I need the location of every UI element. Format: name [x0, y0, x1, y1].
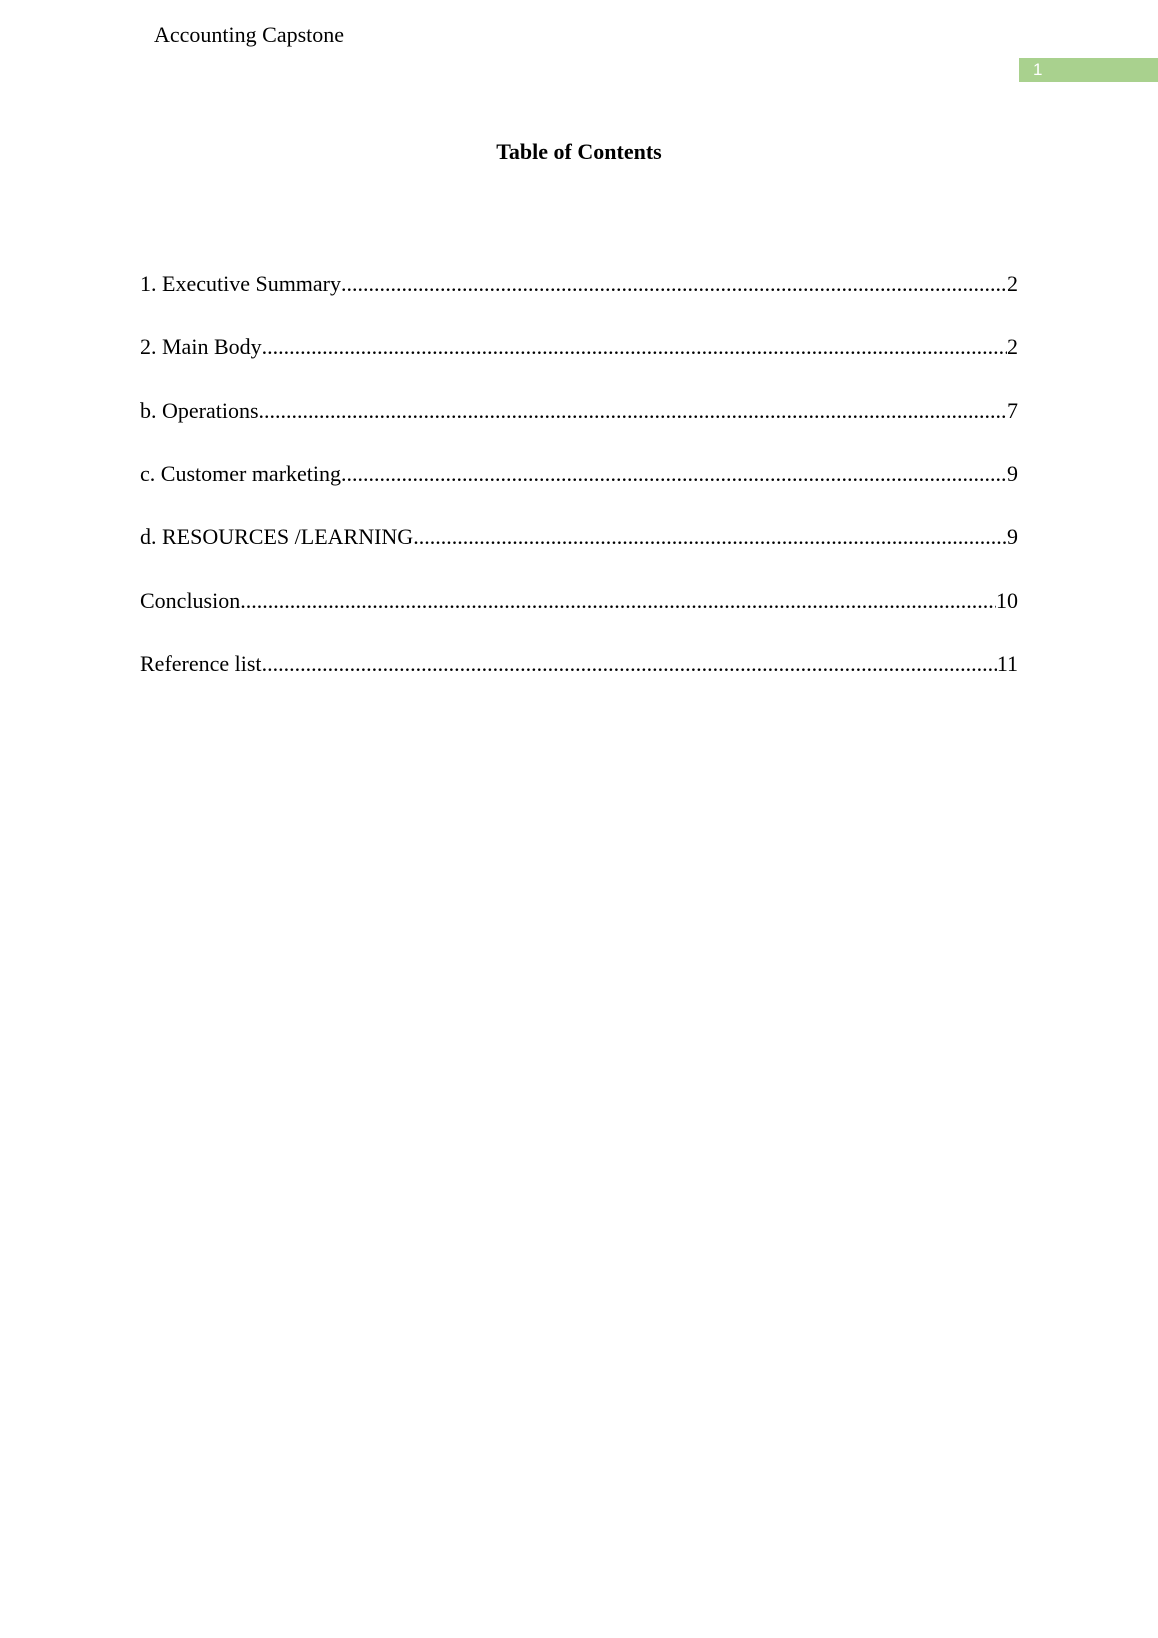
toc-entry-conclusion[interactable]: [140, 586, 1018, 616]
toc-dot-leader: [259, 396, 1007, 426]
toc-entry-page: 10: [996, 588, 1018, 613]
toc-entry-customer-marketing[interactable]: [140, 459, 1018, 489]
toc-heading: Table of Contents: [496, 139, 662, 164]
toc-dot-leader: [341, 459, 1007, 489]
toc-entry-label: d. RESOURCES /LEARNING: [140, 524, 414, 549]
toc-entry-page: 7: [1007, 398, 1018, 423]
toc-entry-page: 2: [1007, 271, 1018, 296]
toc-entry-executive-summary[interactable]: [140, 269, 1018, 299]
toc-dot-leader: [341, 269, 1007, 299]
toc-entry-label: 1. Executive Summary: [140, 271, 342, 296]
toc-dot-leader: [262, 649, 997, 679]
toc-entry-page: 9: [1007, 461, 1018, 486]
toc-entry-label: Reference list: [140, 651, 262, 676]
toc-dot-leader: [262, 332, 1007, 362]
page-number-badge: 1: [1019, 58, 1158, 82]
toc-entry-resources-learning[interactable]: [140, 522, 1018, 552]
toc-entry-page: 11: [996, 651, 1018, 676]
toc-entry-operations[interactable]: [140, 396, 1018, 426]
toc-entry-label: c. Customer marketing: [140, 461, 342, 486]
toc-entry-main-body[interactable]: [140, 332, 1018, 362]
toc-dot-leader: [240, 586, 996, 616]
document-header-title: Accounting Capstone: [154, 22, 345, 47]
toc-entry-label: 2. Main Body: [140, 334, 262, 359]
toc-entry-page: 9: [1007, 524, 1018, 549]
toc-entry-label: b. Operations: [140, 398, 259, 423]
toc-entry-label: Conclusion: [140, 588, 241, 613]
toc-dot-leader: [413, 522, 1007, 552]
toc-entry-reference-list[interactable]: [140, 649, 1018, 679]
toc-entry-page: 2: [1007, 334, 1018, 359]
